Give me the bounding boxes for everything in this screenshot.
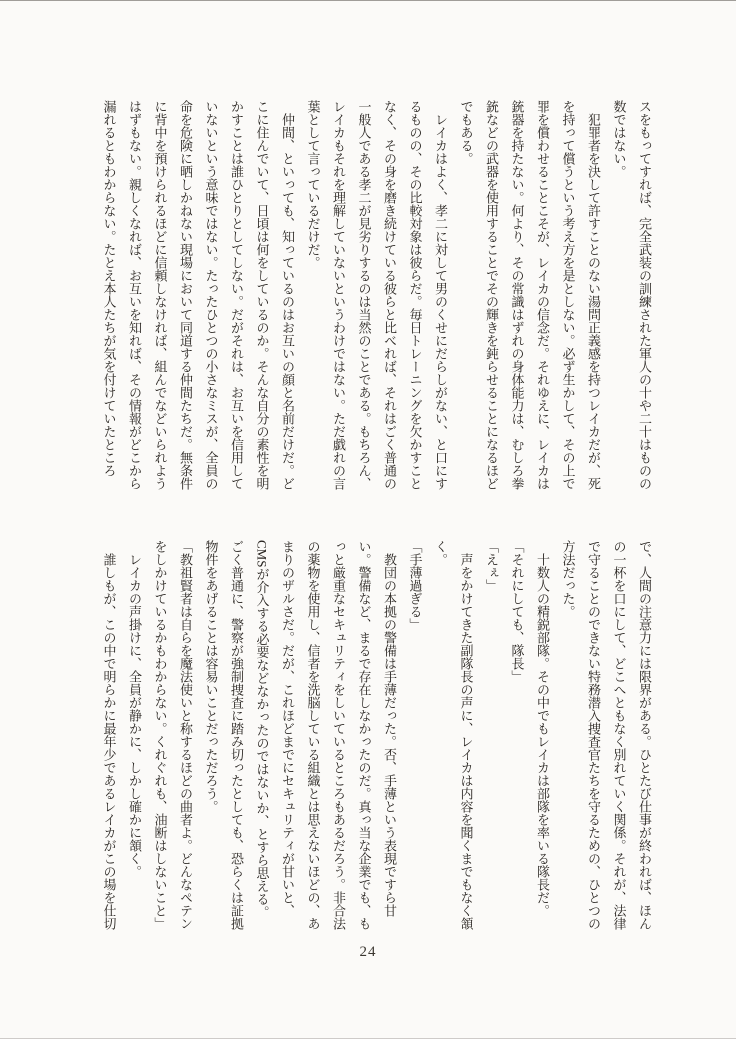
paragraph: 誰しもが、この中で明らかに最年少であるレイカがこの場を仕切 bbox=[101, 553, 117, 930]
paragraph: 犯罪者を決して許すことのない湯問正義感を持つレイカだが、死を持って償うという考え方を是としない。必ず生かして、その上で罪を償わせることこそが、レイカの信念だ。それゆえに、レイカは銃器を持たない。何より、その常識はずれの身体能力は、むしろ拳銃などの武器を使用することでその輝きを鈍らせることになるほどでもある。 bbox=[458, 100, 601, 490]
scan-artifact-top-edge bbox=[0, 0, 736, 1]
paragraph: レイカはよく、孝二に対して男のくせにだらしがない、と口にするものの、その比較対象は彼らだ。毎日トレーニングを欠かすことなく、その身を磨き続けている彼らと比べれば、それはごく普通の一般人である孝二が見劣りするのは当然のことである。もちろん、レイカもそれを理解していないというわけではない。ただ戯れの言葉として言っているだけだ。 bbox=[305, 100, 448, 490]
text-block-bottom bbox=[96, 540, 657, 930]
paragraph: レイカの声掛けに、全員が静かに、しかし確かに頷く。 bbox=[127, 553, 142, 878]
text-block-top bbox=[96, 100, 657, 490]
paragraph: 教団の本拠の警備は手薄だった。否、手薄という表現ですら甘い。警備など、まるで存在しなかったのだ。真っ当な企業でも、もっと厳重なセキュリティをしいているところもあるだろう。非合法の薬物を使用し、信者を洗脳している組織とは思えないほどの、あまりのザルさだ。だが、これほどまでにセキュリティが甘いと、CMSが介入する必要などなかったのではないか、とすら思える。ごく普通に、警察が強制捜査に踏み切ったとしても、恐らくは証拠物件をあげることは容易いことだっただろう。 bbox=[203, 540, 397, 930]
paragraph: 「それにしても、隊長」 bbox=[509, 540, 525, 683]
paragraph: 仲間、といっても、知っているのはお互いの顔と名前だけだ。どこに住んでいて、日頃は何をしているのか。そんな自分の素性を明かすことは誰ひとりとしてしない。だがそれは、お互いを信用していないという意味ではない。たったひとつの小さなミスが、全員の命を危険に晒しかねない現場において同道する仲間たちだ。無条件に背中を預けられるほどに信頼しなければ、組んでなどいられようはずもない。親しくなれば、お互いを知れば、その情報がどこから漏れるともわからない。たとえ本人たちが気を付けていたところ bbox=[101, 100, 295, 490]
paragraph: 「手薄過ぎる」 bbox=[407, 540, 423, 631]
paragraph: 声をかけてきた副隊長の声に、レイカは内容を聞くまでもなく頷く。 bbox=[433, 540, 474, 930]
paragraph: 十数人の精鋭部隊。その中でもレイカは部隊を率いる隊長だ。 bbox=[535, 553, 550, 917]
paragraph: 「えぇ」 bbox=[484, 540, 499, 592]
page-number: 24 bbox=[359, 944, 377, 960]
paragraph: スをもってすれば、完全武装の訓練された軍人の十や二十はものの数ではない。 bbox=[611, 100, 652, 490]
paragraph: で、人間の注意力には限界がある。ひとたび仕事が終われば、ほんの一杯を口にして、どこへともなく別れていく関係。それが、法律で守ることのできない特務潜入捜査官たちを守るための、ひとつの方法だった。 bbox=[560, 540, 652, 930]
paragraph: 「教祖賢者は自らを魔法使いと称するほどの曲者よ。どんなペテンをしかけているかもわからない。くれぐれも、油断はしないこと」 bbox=[152, 540, 193, 930]
